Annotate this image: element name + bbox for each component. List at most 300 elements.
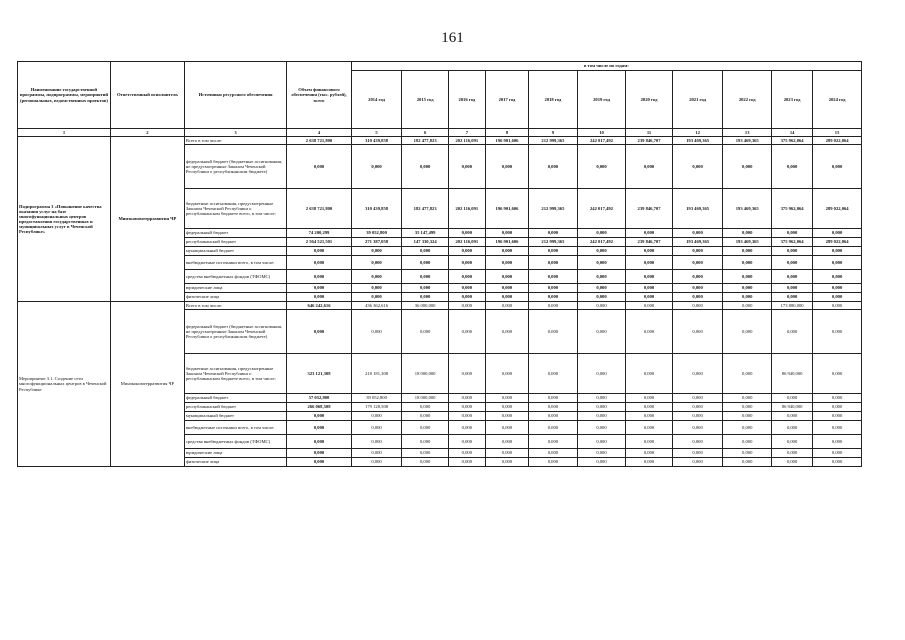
year-value: 0,000 (672, 229, 723, 238)
header-year: 2023 год (772, 71, 813, 129)
year-value: 0,000 (485, 293, 528, 302)
year-value: 0,000 (577, 247, 626, 256)
year-value: 0,000 (529, 458, 578, 467)
column-index: 14 (772, 129, 813, 137)
year-value: 0,000 (529, 310, 578, 354)
year-value: 0,000 (723, 403, 772, 412)
funding-source: Всего в том числе: (184, 302, 286, 310)
year-value: 0,000 (672, 247, 723, 256)
funding-source: юридические лица (184, 449, 286, 458)
header-year: 2019 год (577, 71, 626, 129)
total-value: 74 200,299 (287, 229, 351, 238)
year-value: 0,000 (626, 354, 672, 394)
year-value: 0,000 (577, 256, 626, 270)
year-value: 0,000 (772, 458, 813, 467)
responsible-executor: Минэкономтерразвития ЧР (110, 137, 184, 302)
year-value: 0,000 (772, 394, 813, 403)
year-value: 18 000,000 (402, 354, 448, 394)
year-value: 0,000 (577, 229, 626, 238)
year-value: 0,000 (672, 302, 723, 310)
year-value: 0,000 (448, 256, 485, 270)
year-value: 0,000 (723, 302, 772, 310)
year-value: 0,000 (448, 412, 485, 421)
year-value: 0,000 (351, 458, 402, 467)
total-value: 2 564 521,501 (287, 238, 351, 247)
year-value: 0,000 (577, 293, 626, 302)
year-value: 202 116,091 (448, 189, 485, 229)
header-executor: Ответственный исполнитель (110, 62, 184, 129)
year-value: 196 901,606 (485, 137, 528, 145)
year-value: 0,000 (672, 421, 723, 435)
year-value: 0,000 (485, 302, 528, 310)
measure-block (18, 302, 862, 467)
year-value: 0,000 (402, 270, 448, 284)
year-value: 0,000 (448, 394, 485, 403)
column-index: 13 (723, 129, 772, 137)
funding-source: физические лица (184, 458, 286, 467)
year-value: 0,000 (772, 412, 813, 421)
year-value: 0,000 (529, 394, 578, 403)
column-index: 3 (184, 129, 286, 137)
year-value: 0,000 (529, 403, 578, 412)
column-index: 4 (287, 129, 351, 137)
funding-source: средства внебюджетных фондов (ТФОМС) (184, 435, 286, 449)
year-value: 0,000 (529, 284, 578, 293)
year-value: 0,000 (448, 435, 485, 449)
year-value: 0,000 (772, 256, 813, 270)
year-value: 173 880,000 (772, 302, 813, 310)
total-value: 646 242,616 (287, 302, 351, 310)
total-value: 2 638 721,800 (287, 137, 351, 145)
year-value: 310 439,858 (351, 189, 402, 229)
funding-source: внебюджетные источники всего, в том числе: (184, 256, 286, 270)
year-value: 0,000 (351, 412, 402, 421)
year-value: 0,000 (529, 449, 578, 458)
year-value: 0,000 (723, 435, 772, 449)
year-value: 86 940,000 (772, 354, 813, 394)
year-value: 182 477,823 (402, 189, 448, 229)
total-value: 0,000 (287, 256, 351, 270)
year-value: 0,000 (672, 458, 723, 467)
year-value: 0,000 (772, 229, 813, 238)
year-value: 239 846,707 (626, 137, 672, 145)
year-value: 193 469,365 (723, 137, 772, 145)
year-value: 0,000 (813, 293, 862, 302)
year-value: 0,000 (813, 449, 862, 458)
year-value: 0,000 (577, 458, 626, 467)
year-value: 0,000 (577, 302, 626, 310)
year-value: 0,000 (485, 403, 528, 412)
header-year: 2022 год (723, 71, 772, 129)
year-value: 0,000 (626, 449, 672, 458)
year-value: 196 901,606 (485, 189, 528, 229)
year-value: 0,000 (626, 421, 672, 435)
header-name: Наименование государственной программы, подпрограммы, мероприятий (региональных, ведомственных проектов) (18, 62, 111, 129)
year-value: 0,000 (723, 421, 772, 435)
year-value: 0,000 (351, 435, 402, 449)
year-value: 0,000 (448, 284, 485, 293)
year-value: 0,000 (577, 284, 626, 293)
header-year: 2021 год (672, 71, 723, 129)
year-value: 0,000 (772, 145, 813, 189)
year-value: 0,000 (723, 449, 772, 458)
year-value: 0,000 (485, 421, 528, 435)
page-number: 161 (441, 30, 464, 46)
year-value: 0,000 (672, 310, 723, 354)
financing-table (17, 61, 862, 467)
funding-source: муниципальный бюджет (184, 412, 286, 421)
total-value: 0,000 (287, 435, 351, 449)
column-index: 8 (485, 129, 528, 137)
funding-source: бюджетные ассигнования, предусмотренные Законом Чеченской Республики о республиканском бюджете всего, в том числе: (184, 189, 286, 229)
year-value: 0,000 (813, 412, 862, 421)
year-value: 0,000 (485, 256, 528, 270)
year-value: 0,000 (485, 354, 528, 394)
year-value: 0,000 (813, 421, 862, 435)
year-value: 0,000 (529, 229, 578, 238)
funding-source: внебюджетные источники всего, в том числе: (184, 421, 286, 435)
year-value: 18 000,000 (402, 394, 448, 403)
year-value: 182 477,823 (402, 137, 448, 145)
year-value: 0,000 (402, 284, 448, 293)
header-year: 2017 год (485, 71, 528, 129)
year-value: 0,000 (448, 421, 485, 435)
year-value: 0,000 (485, 247, 528, 256)
column-index: 5 (351, 129, 402, 137)
header-by-year: в том числе по годам: (351, 62, 861, 71)
year-value: 0,000 (485, 449, 528, 458)
year-value: 0,000 (626, 284, 672, 293)
year-value: 0,000 (402, 435, 448, 449)
year-value: 0,000 (529, 435, 578, 449)
funding-source: федеральный бюджет (184, 229, 286, 238)
year-value: 0,000 (626, 310, 672, 354)
year-value: 39 052,800 (351, 394, 402, 403)
subprogram-name: Подпрограмма 3 «Повышение качества оказания услуг на базе многофункциональных центров предоставления государственных и муниципальных услуг в Чеченской Республике» (18, 137, 111, 302)
year-value: 0,000 (723, 284, 772, 293)
year-value: 0,000 (351, 270, 402, 284)
year-value: 0,000 (351, 256, 402, 270)
year-value: 0,000 (448, 270, 485, 284)
year-value: 0,000 (672, 394, 723, 403)
year-value: 0,000 (485, 394, 528, 403)
year-value: 0,000 (485, 270, 528, 284)
year-value: 0,000 (813, 458, 862, 467)
year-value: 375 962,064 (772, 137, 813, 145)
column-index: 15 (813, 129, 862, 137)
table-row (18, 137, 862, 145)
year-value: 0,000 (577, 145, 626, 189)
year-value: 0,000 (351, 293, 402, 302)
total-value: 0,000 (287, 247, 351, 256)
year-value: 212 999,365 (529, 137, 578, 145)
year-value: 0,000 (351, 247, 402, 256)
funding-source: средства внебюджетных фондов (ТФОМС) (184, 270, 286, 284)
funding-source: федеральный бюджет (бюджетные ассигнования, не предусмотренные Законом Чеченской Республики о республиканском бюджете) (184, 310, 286, 354)
year-value: 0,000 (723, 270, 772, 284)
year-value: 0,000 (723, 310, 772, 354)
header-total: Объем финансового обеспечения (тыс. рублей), всего (287, 62, 351, 129)
year-value: 0,000 (672, 412, 723, 421)
year-value: 289 022,064 (813, 238, 862, 247)
year-value: 39 052,800 (351, 229, 402, 238)
subprogram-block (18, 137, 862, 302)
year-value: 0,000 (448, 458, 485, 467)
year-value: 0,000 (448, 293, 485, 302)
year-value: 242 017,492 (577, 238, 626, 247)
year-value: 0,000 (485, 229, 528, 238)
year-value: 0,000 (448, 310, 485, 354)
year-value: 0,000 (448, 449, 485, 458)
year-value: 0,000 (626, 270, 672, 284)
year-value: 289 022,064 (813, 137, 862, 145)
year-value: 0,000 (529, 354, 578, 394)
year-value: 0,000 (448, 145, 485, 189)
year-value: 193 469,365 (723, 238, 772, 247)
year-value: 0,000 (485, 458, 528, 467)
year-value: 0,000 (402, 421, 448, 435)
year-value: 212 999,365 (529, 189, 578, 229)
year-value: 179 128,508 (351, 403, 402, 412)
funding-source: республиканский бюджет (184, 403, 286, 412)
year-value: 0,000 (402, 412, 448, 421)
year-value: 0,000 (723, 293, 772, 302)
funding-source: физические лица (184, 293, 286, 302)
year-value: 0,000 (577, 270, 626, 284)
year-value: 0,000 (723, 145, 772, 189)
column-index: 7 (448, 129, 485, 137)
year-value: 0,000 (813, 302, 862, 310)
year-value: 212 999,365 (529, 238, 578, 247)
year-value: 0,000 (772, 247, 813, 256)
total-value: 0,000 (287, 293, 351, 302)
year-value: 436 362,616 (351, 302, 402, 310)
year-value: 0,000 (626, 412, 672, 421)
year-value: 0,000 (402, 449, 448, 458)
year-value: 0,000 (672, 449, 723, 458)
year-value: 0,000 (626, 229, 672, 238)
total-value: 57 052,800 (287, 394, 351, 403)
year-value: 218 181,308 (351, 354, 402, 394)
year-value: 0,000 (577, 412, 626, 421)
header-year: 2014 год (351, 71, 402, 129)
year-value: 0,000 (626, 403, 672, 412)
header-year: 2020 год (626, 71, 672, 129)
year-value: 0,000 (626, 435, 672, 449)
column-index: 6 (402, 129, 448, 137)
header-year: 2016 год (448, 71, 485, 129)
year-value: 0,000 (626, 145, 672, 189)
funding-source: юридические лица (184, 284, 286, 293)
year-value: 0,000 (529, 302, 578, 310)
year-value: 0,000 (529, 247, 578, 256)
year-value: 0,000 (485, 412, 528, 421)
year-value: 0,000 (402, 145, 448, 189)
header-sources: Источники ресурсного обеспечения (184, 62, 286, 129)
year-value: 0,000 (626, 247, 672, 256)
year-value: 0,000 (813, 145, 862, 189)
funding-source: Всего в том числе: (184, 137, 286, 145)
year-value: 375 962,064 (772, 238, 813, 247)
year-value: 0,000 (672, 403, 723, 412)
year-value: 0,000 (402, 310, 448, 354)
year-value: 193 469,365 (672, 238, 723, 247)
year-value: 0,000 (672, 284, 723, 293)
year-value: 0,000 (772, 270, 813, 284)
year-value: 147 330,324 (402, 238, 448, 247)
column-index: 2 (110, 129, 184, 137)
year-value: 242 017,492 (577, 137, 626, 145)
total-value: 266 068,508 (287, 403, 351, 412)
column-index: 9 (529, 129, 578, 137)
year-value: 0,000 (485, 284, 528, 293)
year-value: 0,000 (813, 229, 862, 238)
year-value: 271 387,058 (351, 238, 402, 247)
year-value: 0,000 (626, 293, 672, 302)
year-value: 36 000,000 (402, 302, 448, 310)
total-value: 323 121,308 (287, 354, 351, 394)
funding-source: федеральный бюджет (184, 394, 286, 403)
year-value: 202 116,091 (448, 137, 485, 145)
year-value: 239 846,707 (626, 189, 672, 229)
year-value: 0,000 (485, 435, 528, 449)
year-value: 0,000 (672, 145, 723, 189)
measure-name: Мероприятие 3.1. Создение сети многофункциональных центров в Чеченской Республике (18, 302, 111, 467)
year-value: 0,000 (772, 293, 813, 302)
funding-source: республиканский бюджет (184, 238, 286, 247)
year-value: 0,000 (723, 458, 772, 467)
year-value: 0,000 (529, 412, 578, 421)
year-value: 0,000 (626, 458, 672, 467)
year-value: 0,000 (448, 302, 485, 310)
header-year: 2018 год (529, 71, 578, 129)
responsible-executor: Минэкономтерразвития ЧР (110, 302, 184, 467)
year-value: 0,000 (813, 354, 862, 394)
year-value: 0,000 (402, 403, 448, 412)
year-value: 35 147,499 (402, 229, 448, 238)
year-value: 0,000 (772, 435, 813, 449)
year-value: 0,000 (772, 449, 813, 458)
year-value: 196 901,606 (485, 238, 528, 247)
year-value: 0,000 (351, 421, 402, 435)
year-value: 0,000 (672, 435, 723, 449)
funding-source: федеральный бюджет (бюджетные ассигнования, не предусмотренные Законом Чеченской Республики о республиканском бюджете) (184, 145, 286, 189)
year-value: 0,000 (351, 145, 402, 189)
total-value: 0,000 (287, 145, 351, 189)
year-value: 0,000 (577, 354, 626, 394)
year-value: 0,000 (772, 310, 813, 354)
year-value: 0,000 (448, 354, 485, 394)
year-value: 310 439,858 (351, 137, 402, 145)
year-value: 0,000 (402, 256, 448, 270)
total-value: 0,000 (287, 310, 351, 354)
year-value: 0,000 (813, 394, 862, 403)
year-value: 0,000 (351, 310, 402, 354)
year-value: 0,000 (813, 247, 862, 256)
year-value: 0,000 (485, 310, 528, 354)
year-value: 0,000 (577, 403, 626, 412)
year-value: 0,000 (813, 270, 862, 284)
header-year: 2015 год (402, 71, 448, 129)
year-value: 289 022,064 (813, 189, 862, 229)
year-value: 0,000 (626, 256, 672, 270)
year-value: 0,000 (529, 421, 578, 435)
year-value: 0,000 (351, 284, 402, 293)
year-value: 0,000 (448, 403, 485, 412)
year-value: 0,000 (672, 256, 723, 270)
year-value: 0,000 (813, 256, 862, 270)
year-value: 0,000 (402, 247, 448, 256)
year-value: 0,000 (485, 145, 528, 189)
year-value: 0,000 (626, 394, 672, 403)
year-value: 0,000 (529, 293, 578, 302)
total-value: 0,000 (287, 412, 351, 421)
year-value: 0,000 (402, 458, 448, 467)
year-value: 0,000 (723, 229, 772, 238)
year-value: 0,000 (672, 354, 723, 394)
year-value: 0,000 (577, 310, 626, 354)
year-value: 193 469,365 (723, 189, 772, 229)
year-value: 0,000 (351, 449, 402, 458)
year-value: 0,000 (723, 247, 772, 256)
year-value: 0,000 (672, 293, 723, 302)
header-year: 2024 год (813, 71, 862, 129)
year-value: 193 469,365 (672, 189, 723, 229)
column-index: 12 (672, 129, 723, 137)
year-value: 0,000 (813, 403, 862, 412)
funding-source: муниципальный бюджет (184, 247, 286, 256)
year-value: 0,000 (723, 354, 772, 394)
total-value: 0,000 (287, 421, 351, 435)
year-value: 0,000 (529, 270, 578, 284)
year-value: 0,000 (813, 310, 862, 354)
year-value: 0,000 (529, 256, 578, 270)
year-value: 202 116,091 (448, 238, 485, 247)
year-value: 0,000 (813, 435, 862, 449)
year-value: 193 469,365 (672, 137, 723, 145)
total-value: 0,000 (287, 449, 351, 458)
table-row (18, 302, 862, 310)
year-value: 0,000 (577, 449, 626, 458)
column-index: 10 (577, 129, 626, 137)
year-value: 0,000 (577, 394, 626, 403)
year-value: 0,000 (772, 421, 813, 435)
year-value: 0,000 (672, 270, 723, 284)
year-value: 0,000 (577, 421, 626, 435)
year-value: 0,000 (626, 302, 672, 310)
funding-source: бюджетные ассигнования, предусмотренные Законом Чеченской Республики о республиканском бюджете всего, в том числе: (184, 354, 286, 394)
column-index: 1 (18, 129, 111, 137)
year-value: 0,000 (813, 284, 862, 293)
year-value: 0,000 (402, 293, 448, 302)
year-value: 0,000 (723, 256, 772, 270)
year-value: 86 940,000 (772, 403, 813, 412)
year-value: 0,000 (772, 284, 813, 293)
year-value: 0,000 (448, 229, 485, 238)
year-value: 0,000 (448, 247, 485, 256)
total-value: 0,000 (287, 284, 351, 293)
year-value: 0,000 (723, 412, 772, 421)
total-value: 2 638 721,800 (287, 189, 351, 229)
column-index-row (18, 129, 862, 137)
year-value: 239 846,707 (626, 238, 672, 247)
year-value: 0,000 (577, 435, 626, 449)
year-value: 0,000 (529, 145, 578, 189)
year-value: 375 962,064 (772, 189, 813, 229)
total-value: 0,000 (287, 270, 351, 284)
column-index: 11 (626, 129, 672, 137)
year-value: 242 017,492 (577, 189, 626, 229)
